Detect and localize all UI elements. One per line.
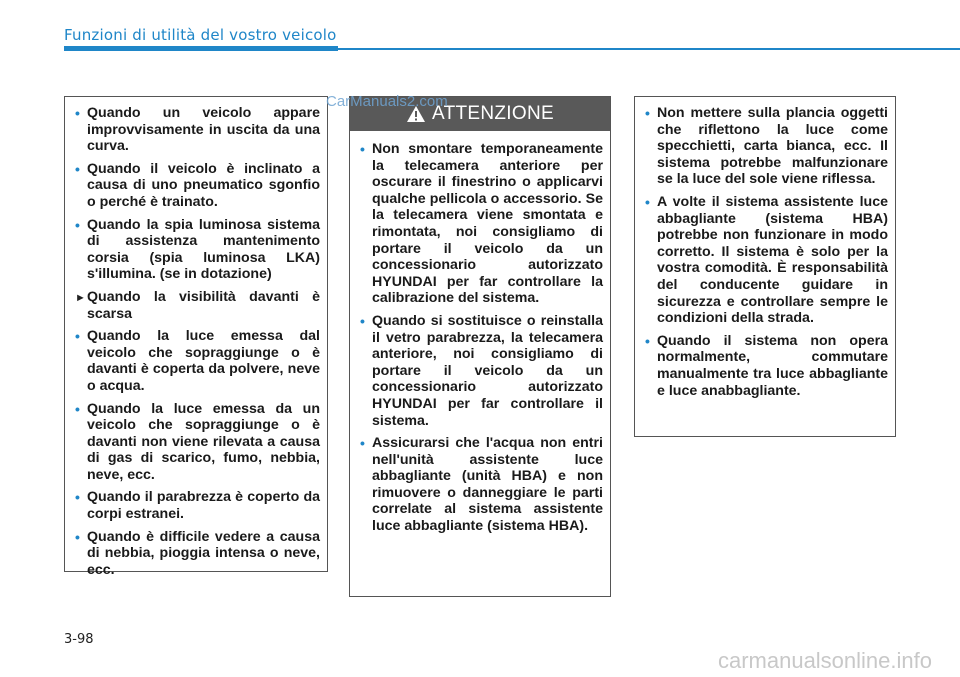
list-item-text: Non smontare temporaneamente la telecamera anteriore per oscurare il finestrino o applicarvi qualche pellicola o accessorio. Se la telecamera viene smontata e rimontata, noi consigliamo di portare il veicolo da un concessionario autorizzato HYUNDAI per far controllare la calibrazione del sistema. — [372, 141, 603, 307]
list-item — [75, 401, 320, 484]
watermark-top: CarManuals2.com — [326, 93, 448, 110]
page-number: 3-98 — [64, 632, 94, 647]
list-item-text: Quando si sostituisce o reinstalla il vetro parabrezza, la telecamera anteriore, noi consigliamo di portare il veicolo da un concessionario autorizzato HYUNDAI per far controllare il sistema. — [372, 312, 603, 429]
bullet-icon: • — [75, 216, 80, 233]
list-item-text: Quando la luce emessa da un veicolo che sopraggiunge o è davanti non viene rilevata a causa di gas di scarico, fumo, nebbia, neve, ecc. — [87, 400, 320, 483]
header-rule-thick — [64, 46, 338, 51]
left-item-list — [75, 105, 320, 578]
list-item — [75, 529, 320, 579]
list-item — [360, 141, 603, 307]
bullet-icon: • — [645, 332, 650, 349]
warning-box — [349, 96, 611, 597]
header-rule-thin — [338, 48, 960, 50]
list-item-text: Quando è difficile vedere a causa di nebbia, pioggia intensa o neve, ecc. — [87, 528, 320, 578]
bullet-icon: • — [75, 105, 80, 121]
left-info-box — [64, 96, 328, 578]
bullet-icon: • — [360, 141, 365, 157]
list-item-text: Assicurarsi che l'acqua non entri nell'unità assistente luce abbagliante (unità HBA) e non rimuovere o danneggiare le parti correlate al sistema assistente luce abbagliante (sistema HBA). — [372, 435, 603, 535]
right-info-box — [634, 96, 896, 437]
bullet-icon: • — [75, 489, 80, 506]
list-item-text: Quando la visibilità davanti è scarsa — [87, 288, 320, 322]
list-item-text: Quando il veicolo è inclinato a causa di uno pneumatico sgonfio o perché è trainato. — [87, 160, 320, 210]
list-item-text: Quando il sistema non opera normalmente, commutare manualmente tra luce abbagliante e luce anabbagliante. — [657, 332, 888, 399]
right-item-list — [645, 105, 888, 399]
bullet-icon: • — [645, 105, 650, 121]
list-item-text: A volte il sistema assistente luce abbagliante (sistema HBA) potrebbe non funzionare in modo corretto. Il sistema è solo per la vostra comodità. È responsabilità del conducente guidare in sicurezza e controllare sempre le condizioni della strada. — [657, 193, 888, 327]
list-item — [360, 435, 603, 535]
list-item-text: Quando un veicolo appare improvvisamente in uscita da una curva. — [87, 105, 320, 155]
warning-item-list — [360, 141, 603, 535]
bullet-icon: • — [75, 400, 80, 417]
bullet-icon: • — [360, 435, 365, 452]
list-item — [645, 105, 888, 188]
list-item — [645, 194, 888, 327]
bullet-icon: • — [645, 193, 650, 210]
bullet-icon: • — [75, 528, 80, 545]
list-item-text: Quando la spia luminosa sistema di assistenza mantenimento corsia (spia luminosa LKA) s'illumina. (se in dotazione) — [87, 216, 320, 283]
list-item — [360, 313, 603, 429]
warning-title: ATTENZIONE — [432, 103, 554, 124]
list-item-text: Non mettere sulla plancia oggetti che riflettono la luce come specchietti, carta bianca, ecc. Il sistema potrebbe malfunzionare se la luce del sole viene riflessa. — [657, 105, 888, 188]
watermark-bottom: carmanualsonline.info — [717, 648, 932, 673]
list-item — [75, 489, 320, 522]
list-item — [645, 333, 888, 399]
list-item-text: Quando il parabrezza è coperto da corpi estranei. — [87, 489, 320, 523]
list-item-text: Quando la luce emessa dal veicolo che sopraggiunge o è davanti è coperta da polvere, neve o acqua. — [87, 328, 320, 394]
list-item — [75, 217, 320, 283]
bullet-icon: • — [75, 160, 80, 177]
bullet-icon: • — [360, 312, 365, 329]
list-item — [75, 328, 320, 394]
bullet-icon: • — [75, 328, 80, 345]
list-item — [75, 105, 320, 155]
list-item — [75, 161, 320, 211]
arrow-bullet-icon: ► — [75, 291, 86, 304]
list-item — [75, 289, 320, 322]
section-title: Funzioni di utilità del vostro veicolo — [64, 26, 337, 44]
